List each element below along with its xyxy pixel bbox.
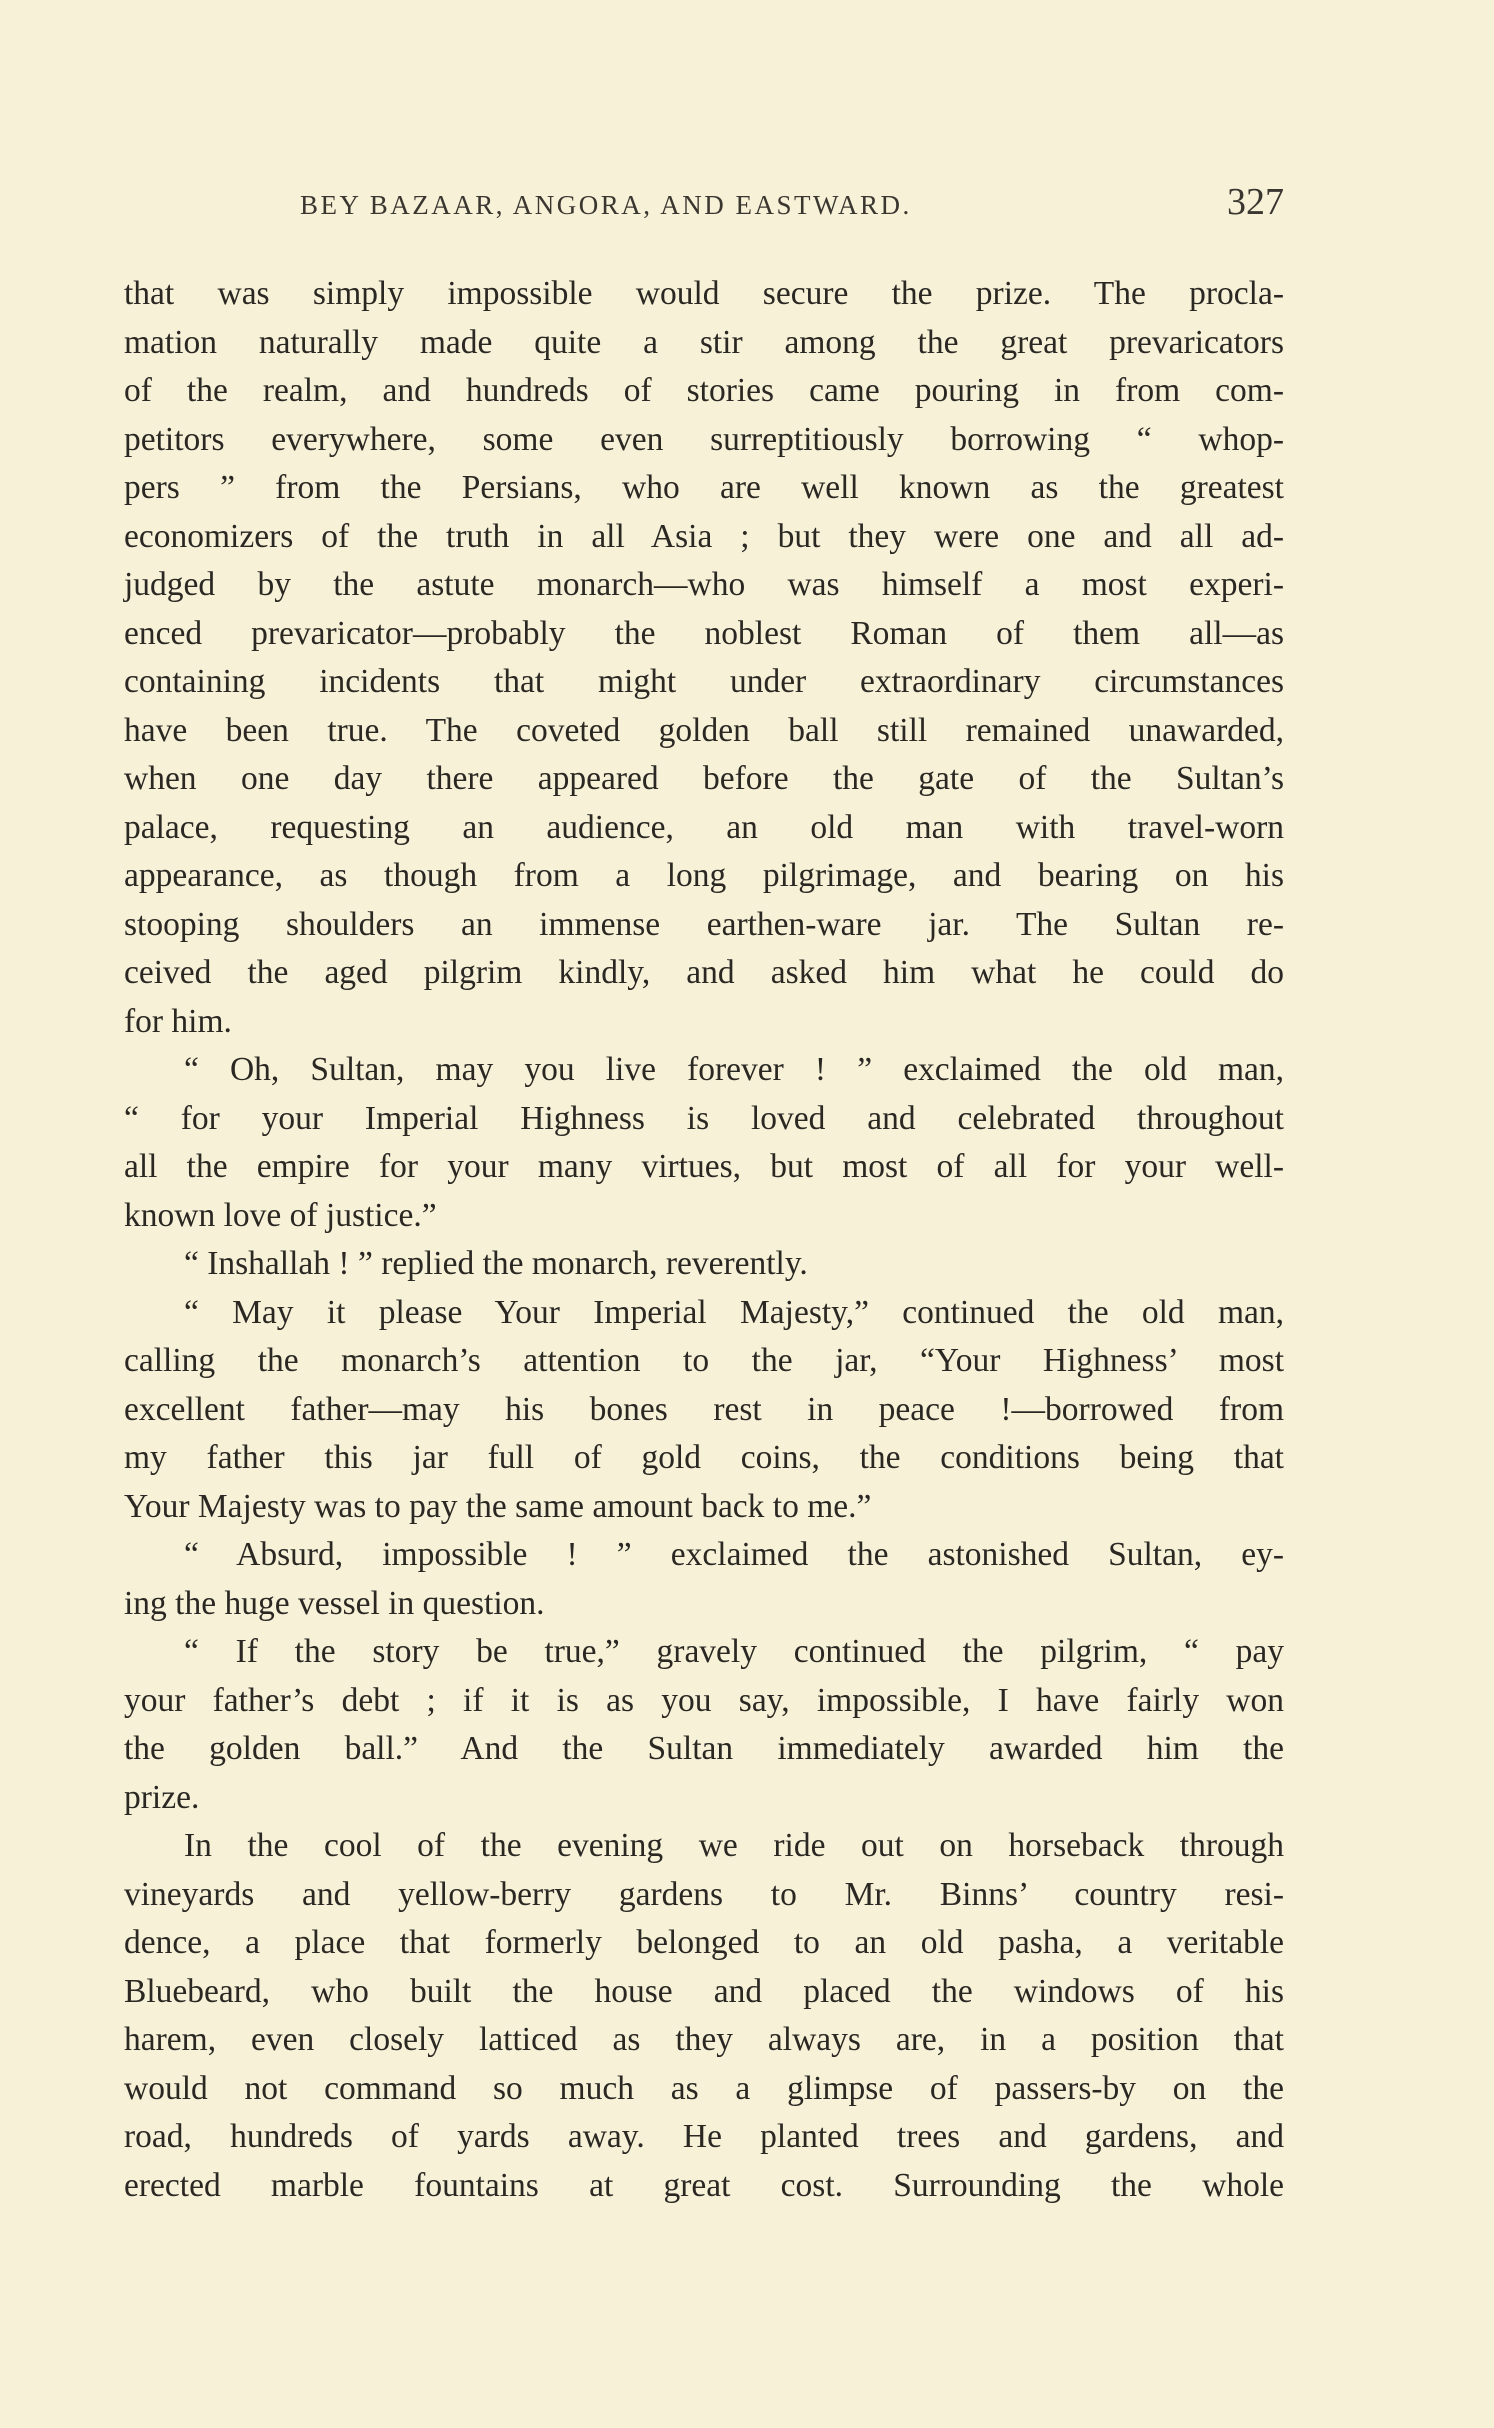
text-line: enced prevaricator—probably the noblest Roman of them all—as (124, 614, 1284, 652)
text-line: erected marble fountains at great cost. Surrounding the whole (124, 2166, 1284, 2204)
text-line: my father this jar full of gold coins, the conditions being that (124, 1439, 1284, 1476)
text-line: palace, requesting an audience, an old man with travel-worn (124, 808, 1284, 846)
text-line: pers ” from the Persians, who are well known as the greatest (124, 469, 1284, 506)
text-line: “ for your Imperial Highness is loved and celebrated throughout (124, 1099, 1284, 1137)
text-line: harem, even closely latticed as they always are, in a position that (124, 2021, 1284, 2058)
text-line: “ Absurd, impossible ! ” exclaimed the astonished Sultan, ey- (184, 1536, 1284, 1573)
text-line: Your Majesty was to pay the same amount back to me.” (124, 1487, 872, 1525)
text-line: of the realm, and hundreds of stories came pouring in from com- (124, 372, 1284, 409)
text-line: known love of justice.” (124, 1196, 437, 1234)
text-line: “ Inshallah ! ” replied the monarch, reverently. (184, 1245, 808, 1282)
text-line: containing incidents that might under extraordinary circumstances (124, 663, 1284, 700)
text-line: vineyards and yellow-berry gardens to Mr. Binns’ country resi- (124, 1875, 1284, 1913)
text-line: petitors everywhere, some even surreptitiously borrowing “ whop- (124, 420, 1284, 458)
text-line: dence, a place that formerly belonged to an old pasha, a veritable (124, 1924, 1284, 1961)
page-number: 327 (1227, 181, 1284, 223)
text-line: “ If the story be true,” gravely continued the pilgrim, “ pay (184, 1633, 1284, 1670)
text-line: road, hundreds of yards away. He planted trees and gardens, and (124, 2118, 1284, 2155)
text-line: In the cool of the evening we ride out on horseback through (184, 1827, 1284, 1864)
text-line: ceived the aged pilgrim kindly, and asked him what he could do (124, 954, 1284, 991)
text-line: when one day there appeared before the gate of the Sultan’s (124, 760, 1284, 797)
text-line: mation naturally made quite a stir among the great prevaricators (124, 323, 1284, 361)
text-line: would not command so much as a glimpse of passers-by on the (124, 2069, 1284, 2107)
text-line: your father’s debt ; if it is as you say, impossible, I have fairly won (124, 1681, 1284, 1719)
text-line: “ Oh, Sultan, may you live forever ! ” exclaimed the old man, (184, 1051, 1284, 1088)
text-line: the golden ball.” And the Sultan immediately awarded him the (124, 1730, 1284, 1767)
text-line: ing the huge vessel in question. (124, 1584, 545, 1622)
text-line: “ May it please Your Imperial Majesty,” continued the old man, (184, 1293, 1284, 1331)
text-line: judged by the astute monarch—who was himself a most experi- (124, 566, 1284, 603)
body-text (124, 270, 1284, 2210)
text-line: Bluebeard, who built the house and placed the windows of his (124, 1972, 1284, 2010)
text-line: have been true. The coveted golden ball still remained unawarded, (124, 711, 1284, 749)
text-line: prize. (124, 1778, 200, 1816)
text-line: appearance, as though from a long pilgrimage, and bearing on his (124, 857, 1284, 894)
text-line: calling the monarch’s attention to the jar, “Your Highness’ most (124, 1342, 1284, 1379)
text-line: all the empire for your many virtues, but most of all for your well- (124, 1148, 1284, 1185)
text-line: economizers of the truth in all Asia ; but they were one and all ad- (124, 517, 1284, 555)
text-line: stooping shoulders an immense earthen-ware jar. The Sultan re- (124, 905, 1284, 943)
text-line: that was simply impossible would secure the prize. The procla- (124, 275, 1284, 312)
text-line: excellent father—may his bones rest in peace !—borrowed from (124, 1390, 1284, 1428)
running-head: BEY BAZAAR, ANGORA, AND EASTWARD. (300, 190, 912, 220)
text-line: for him. (124, 1002, 232, 1040)
